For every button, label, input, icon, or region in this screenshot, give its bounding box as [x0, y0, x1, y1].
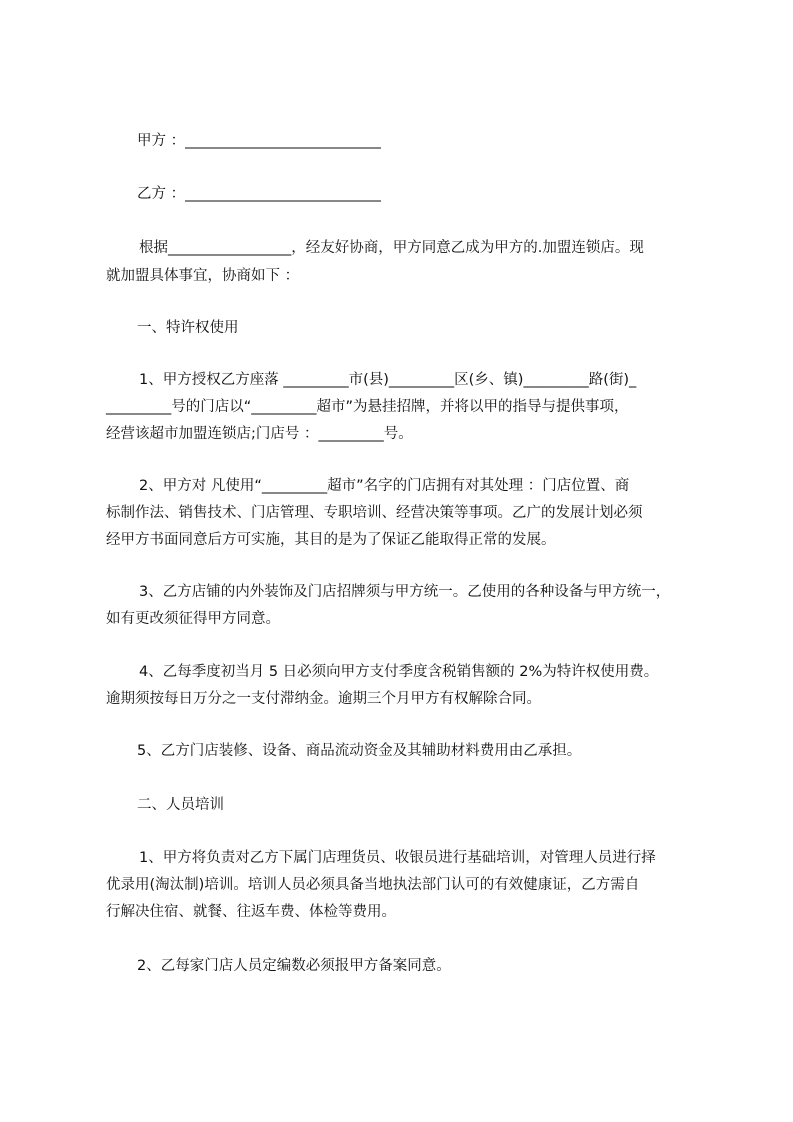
party-b-line: 乙方 ：___________________________ [137, 186, 381, 202]
s2-item1-line-2: 优录用(淘汰制)培训。培训人员必须具备当地执法部门认可的有效健康证，乙方需自 [106, 877, 640, 893]
intro-line-2: 就加盟具体事宜，协商如下 ： [106, 268, 300, 284]
intro-line-1: 根据_________________，经友好协商，甲方同意乙成为甲方的.加盟连锁店。现 [139, 240, 644, 256]
s1-item4-line-1: 4、乙每季度初当月 5 日必须向甲方支付季度含税销售额的 2%为特许权使用费。 [139, 664, 659, 680]
party-a-line: 甲方 ：___________________________ [137, 133, 381, 149]
s2-item2: 2、乙每家门店人员定编数必须报甲方备案同意。 [137, 958, 451, 974]
s1-item3-line-1: 3、乙方店铺的内外装饰及门店招牌须与甲方统一。乙使用的各种设备与甲方统一， [139, 584, 671, 600]
s1-item5: 5、乙方门店装修、设备、商品流动资金及其辅助材料费用由乙承担。 [137, 743, 582, 759]
s1-item3-line-2: 如有更改须征得甲方同意。 [106, 611, 280, 627]
s1-item2-line-2: 标制作法、销售技术、门店管理、专职培训、经营决策等事项。乙广的发展计划必须 [106, 505, 643, 521]
section-2-title: 二、人员培训 [137, 797, 224, 813]
s1-item1-line-1: 1、甲方授权乙方座落 _________市(县)_________区(乡、镇)_________路(街)_ [139, 372, 637, 388]
s2-item1-line-1: 1、甲方将负责对乙方下属门店理货员、收银员进行基础培训，对管理人员进行择 [139, 850, 656, 866]
s1-item4-line-2: 逾期须按每日万分之一支付滞纳金。逾期三个月甲方有权解除合同。 [106, 691, 541, 707]
s1-item1-line-3: 经营该超市加盟连锁店;门店号 ：_________号。 [106, 426, 413, 442]
s2-item1-line-3: 行解决住宿、就餐、往返车费、体检等费用。 [106, 904, 396, 920]
s1-item2-line-3: 经甲方书面同意后方可实施，其目的是为了保证乙能取得正常的发展。 [106, 532, 556, 548]
s1-item2-line-1: 2、甲方对 凡使用“_________超市”名字的门店拥有对其处理 ：门店位置、商 [139, 478, 630, 494]
section-1-title: 一、特许权使用 [137, 320, 239, 336]
s1-item1-line-2: _________号的门店以“_________超市”为悬挂招牌，并将以甲的指导与提供事项， [106, 399, 629, 415]
